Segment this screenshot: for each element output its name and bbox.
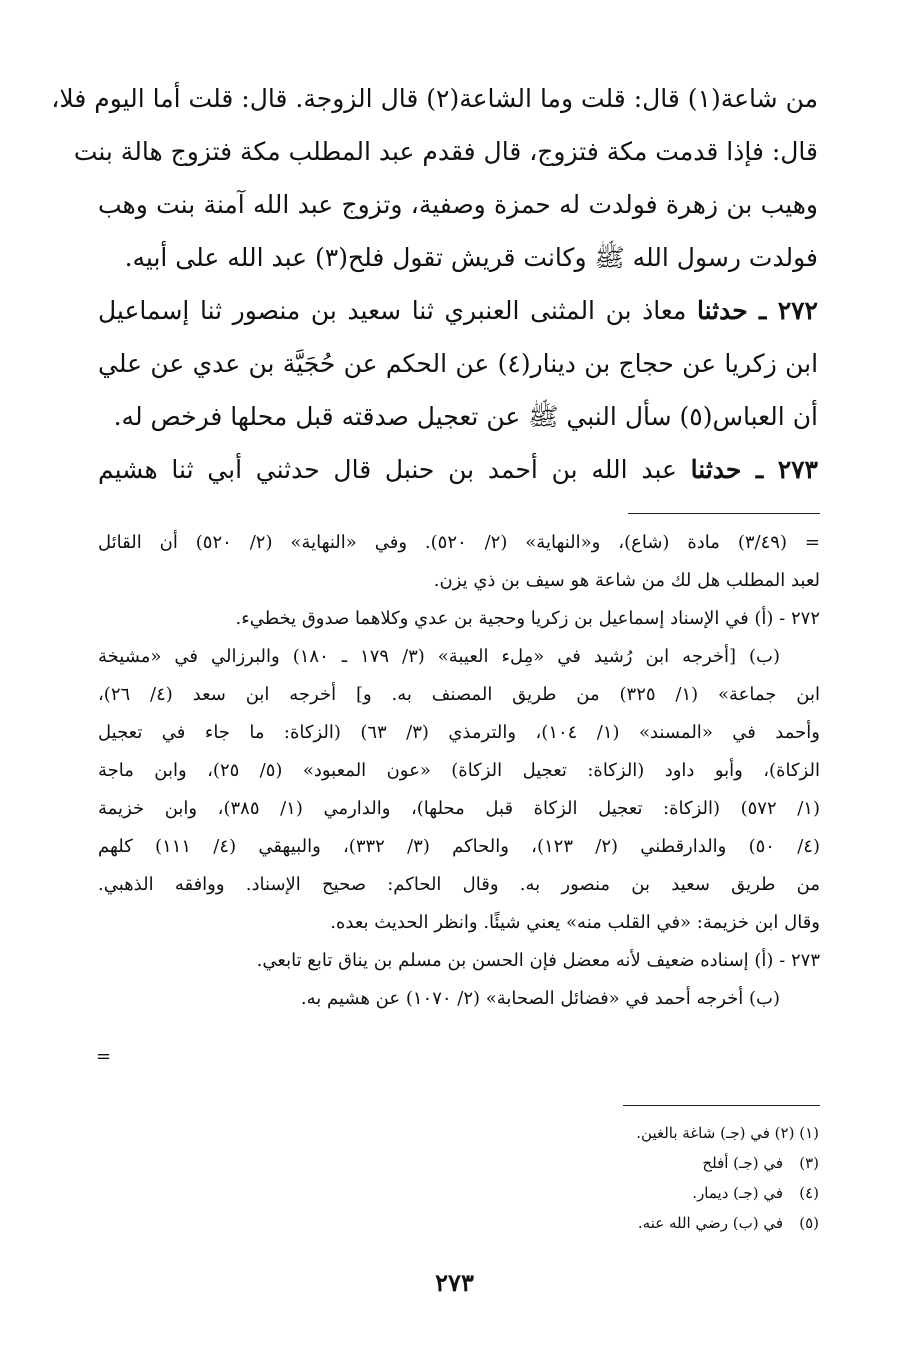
note-line: (١/ ٥٧٢) (الزكاة: تعجيل الزكاة قبل محلها)، والدارمي (١/ ٣٨٥)، وابن خزيمة: [98, 798, 820, 819]
footnote-3: [499, 1148, 819, 1178]
hadith-272-line: [98, 284, 818, 337]
text-run: معاذ بن المثنى العنبري ثنا سعيد بن منصور ثنا إسماعيل: [98, 296, 687, 325]
main-text: [51, 72, 819, 496]
note-line: ابن جماعة» (١/ ٣٢٥) من طريق المصنف به. و] أخرجه ابن سعد (٤/ ٢٦)،: [98, 684, 820, 705]
text-line: قال: فإذا قدمت مكة فتزوج، قال فقدم عبد المطلب مكة فتزوج هالة بنت: [73, 137, 818, 166]
note-line: لعبد المطلب هل لك من شاعة هو سيف بن ذي يزن.: [433, 570, 820, 591]
footnotes: [499, 1118, 819, 1238]
note-line: (٤/ ٥٠) والدارقطني (٢/ ١٢٣)، والحاكم (٣/ ٣٣٢)، والبيهقي (٤/ ١١١) كلهم: [98, 836, 820, 857]
footnote-number: (٥): [799, 1214, 819, 1232]
footnote-1-2: (١) (٢) في (جـ) شاغة بالغين.: [636, 1124, 819, 1142]
note-line: = (٣/٤٩) مادة (شاع)، و«النهاية» (٢/ ٥٢٠). وفي «النهاية» (٢/ ٥٢٠) أن القائل: [98, 532, 820, 553]
footnotes-separator: [623, 1105, 820, 1106]
commentary-notes: [98, 524, 820, 1018]
note-273-a: ٢٧٣ - (أ) إسناده ضعيف لأنه معضل فإن الحسن بن مسلم بن يناق تابع تابعي.: [256, 950, 820, 971]
hadith-273-line: [98, 443, 818, 496]
text-line: وهيب بن زهرة فولدت له حمزة وصفية، وتزوج عبد الله آمنة بنت وهب: [98, 190, 818, 219]
footnote-text: في (جـ) أفلح: [702, 1154, 783, 1172]
footnote-4: [499, 1178, 819, 1208]
text-run: عبد الله بن أحمد بن حنبل قال حدثني أبي ثنا هشيم: [98, 455, 677, 484]
hadith-number: ٢٧٢ ـ حدثنا: [696, 296, 818, 325]
footnote-5: [499, 1208, 819, 1238]
text-line: من شاعة(١) قال: قلت وما الشاعة(٢) قال الزوجة. قال: قلت أما اليوم فلا،: [51, 84, 818, 113]
page-number: ٢٧٣: [435, 1268, 474, 1297]
text-line: أن العباس(٥) سأل النبي ﷺ عن تعجيل صدقته قبل محلها فرخص له.: [113, 402, 818, 431]
note-line: (ب) [أخرجه ابن رُشيد في «مِلء العيبة» (٣/ ١٧٩ ـ ١٨٠) والبرزالي في «مشيخة: [98, 646, 781, 667]
note-272-a: ٢٧٢ - (أ) في الإسناد إسماعيل بن زكريا وحجية بن عدي وكلاهما صدوق يخطيء.: [235, 608, 820, 629]
notes-separator: [628, 513, 820, 514]
footnote-number: (٤): [799, 1184, 819, 1202]
note-line: الزكاة)، وأبو داود (الزكاة: تعجيل الزكاة) «عون المعبود» (٥/ ٢٥)، وابن ماجة: [98, 760, 820, 781]
hadith-number: ٢٧٣ ـ حدثنا: [690, 455, 818, 484]
note-line: وأحمد في «المسند» (١/ ١٠٤)، والترمذي (٣/ ٦٣) (الزكاة: ما جاء في تعجيل: [98, 722, 820, 743]
note-line: من طريق سعيد بن منصور به. وقال الحاكم: صحيح الإسناد. ووافقه الذهبي.: [98, 874, 820, 895]
footnote-text: في (ب) رضي الله عنه.: [637, 1214, 783, 1232]
note-line: وقال ابن خزيمة: «في القلب منه» يعني شيئًا. وانظر الحديث بعده.: [330, 912, 820, 933]
footnote-number: (٣): [799, 1154, 819, 1172]
text-line: فولدت رسول الله ﷺ وكانت قريش تقول فلح(٣) عبد الله على أبيه.: [124, 243, 818, 272]
footnote-text: في (جـ) ديمار.: [692, 1184, 783, 1202]
continuation-mark: =: [96, 1046, 112, 1067]
text-line: ابن زكريا عن حجاج بن دينار(٤) عن الحكم عن حُجَيَّة بن عدي عن علي: [98, 349, 819, 378]
note-273-b: (ب) أخرجه أحمد في «فضائل الصحابة» (٢/ ١٠٧٠) عن هشيم به.: [300, 988, 780, 1009]
